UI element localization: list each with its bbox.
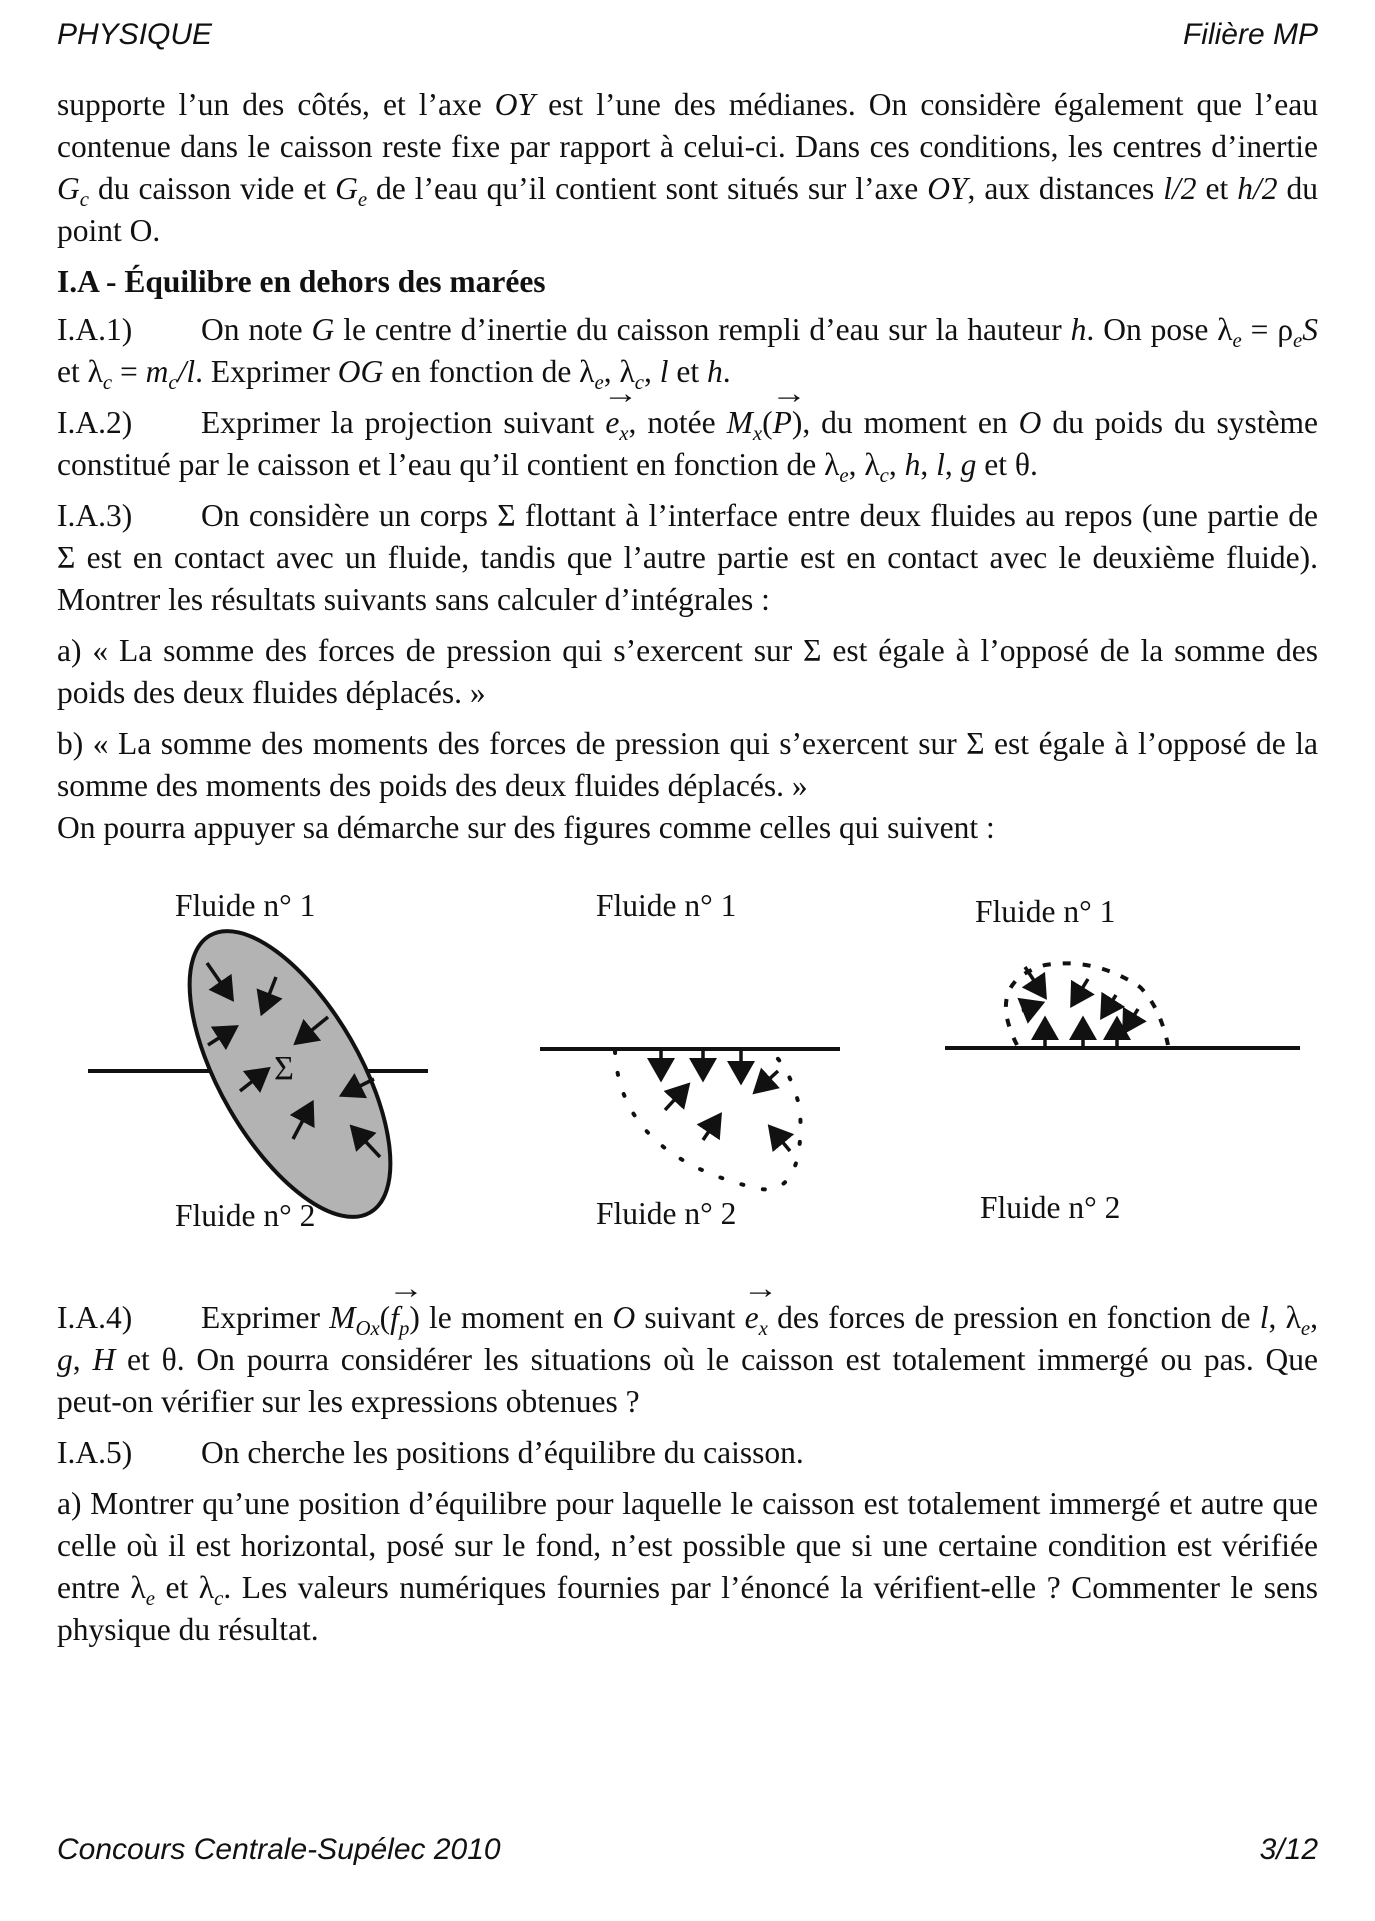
question-number: I.A.3) <box>57 498 133 533</box>
header-subject: PHYSIQUE <box>57 18 213 51</box>
footer-exam: Concours Centrale-Supélec 2010 <box>57 1833 501 1866</box>
figure-3-top-label: Fluide n° 1 <box>975 894 1116 929</box>
figure-1-bottom-label: Fluide n° 2 <box>175 1198 316 1233</box>
footer-page-number: 3/12 <box>1259 1833 1318 1866</box>
page-footer <box>57 1833 1318 1867</box>
question-5: I.A.5) On cherche les positions d’équilibre du caisson. <box>57 1432 1318 1474</box>
figure-3-upper-volume <box>945 963 1300 1048</box>
figure-3-bottom-label: Fluide n° 2 <box>980 1190 1121 1225</box>
question-5a: a) Montrer qu’une position d’équilibre pour laquelle le caisson est totalement immergé et autre que celle où il est horizontal, posé sur le fond, n’est possible que si une certaine condition est vérifiée entre $\lambda_e$ et $\lambda_c$. Les valeurs numériques fournies par l’énoncé la vérifient-elle ? Commenter le sens physique du résultat. <box>57 1486 1318 1647</box>
question-3a: a) « La somme des forces de pression qui s’exercent sur Σ est égale à l’opposé de la somme des poids des deux fluides déplacés. » <box>57 633 1318 710</box>
page-body <box>57 84 1318 1660</box>
vector-ex: → $e_x$ <box>605 402 628 444</box>
vector-fp: → $f_p$ <box>390 1297 409 1339</box>
question-2: I.A.2) Exprimer la projection suivant → $e_x$, notée $M_x(\to P)$, du moment en O du poids du système constitué par le caisson et l’eau qu’il contient en fonction de $\lambda_e$, $\lambda_c$, h, l, g et θ. <box>57 402 1318 486</box>
question-number: I.A.5) <box>57 1435 133 1470</box>
question-3: I.A.3) On considère un corps Σ flottant à l’interface entre deux fluides au repos (une partie de Σ est en contact avec un fluide, tandis que l’autre partie est en contact avec le deuxième fluide). Montrer les résultats suivants sans calculer d’intégrales : <box>57 495 1318 621</box>
intro-paragraph: supporte l’un des côtés, et l’axe OY est l’une des médianes. On considère également que l’eau contenue dans le caisson reste fixe par rapport à celui-ci. Dans ces conditions, les centres d’inertie $G_c$ du caisson vide et $G_e$ de l’eau qu’il contient sont situés sur l’axe OY, aux distances l/2 et h/2 du point O. <box>57 87 1318 248</box>
question-number: I.A.1) <box>57 312 133 347</box>
question-number: I.A.2) <box>57 405 133 440</box>
figure-1-top-label: Fluide n° 1 <box>175 888 316 923</box>
question-3b: b) « La somme des moments des forces de pression qui s’exercent sur Σ est égale à l’opposé de la somme des moments des poids des deux fluides déplacés. » <box>57 726 1318 803</box>
question-number: I.A.4) <box>57 1300 133 1335</box>
figure-2-bottom-label: Fluide n° 2 <box>596 1196 737 1231</box>
figure-2-lower-volume <box>540 1049 840 1189</box>
vector-p: → P <box>773 402 792 444</box>
question-3-hint: On pourra appuyer sa démarche sur des figures comme celles qui suivent : <box>57 810 995 845</box>
question-4: I.A.4) Exprimer $M_{Ox}(\to f_p)$ le moment en O suivant → $e_x$ des forces de pression en fonction de l, $\lambda_e$, g, H et θ. On pourra considérer les situations où le caisson est totalement immergé ou pas. Que peut-on vérifier sur les expressions obtenues ? <box>57 1297 1318 1423</box>
svg-text:Σ: Σ <box>274 1050 294 1087</box>
section-title: I.A - Équilibre en dehors des marées <box>57 264 546 299</box>
question-1: I.A.1) On note G le centre d’inertie du caisson rempli d’eau sur la hauteur h. On pose $\lambda_e = \rho_eS$ et $\lambda_c = m_c/l$. Exprimer OG en fonction de $\lambda_e$, $\lambda_c$, l et h. <box>57 309 1318 393</box>
figures-row <box>0 877 1375 1297</box>
vector-ex: → $e_x$ <box>745 1297 768 1339</box>
figure-2-top-label: Fluide n° 1 <box>596 888 737 923</box>
page-header <box>57 18 1318 52</box>
header-track: Filière MP <box>1182 18 1318 51</box>
